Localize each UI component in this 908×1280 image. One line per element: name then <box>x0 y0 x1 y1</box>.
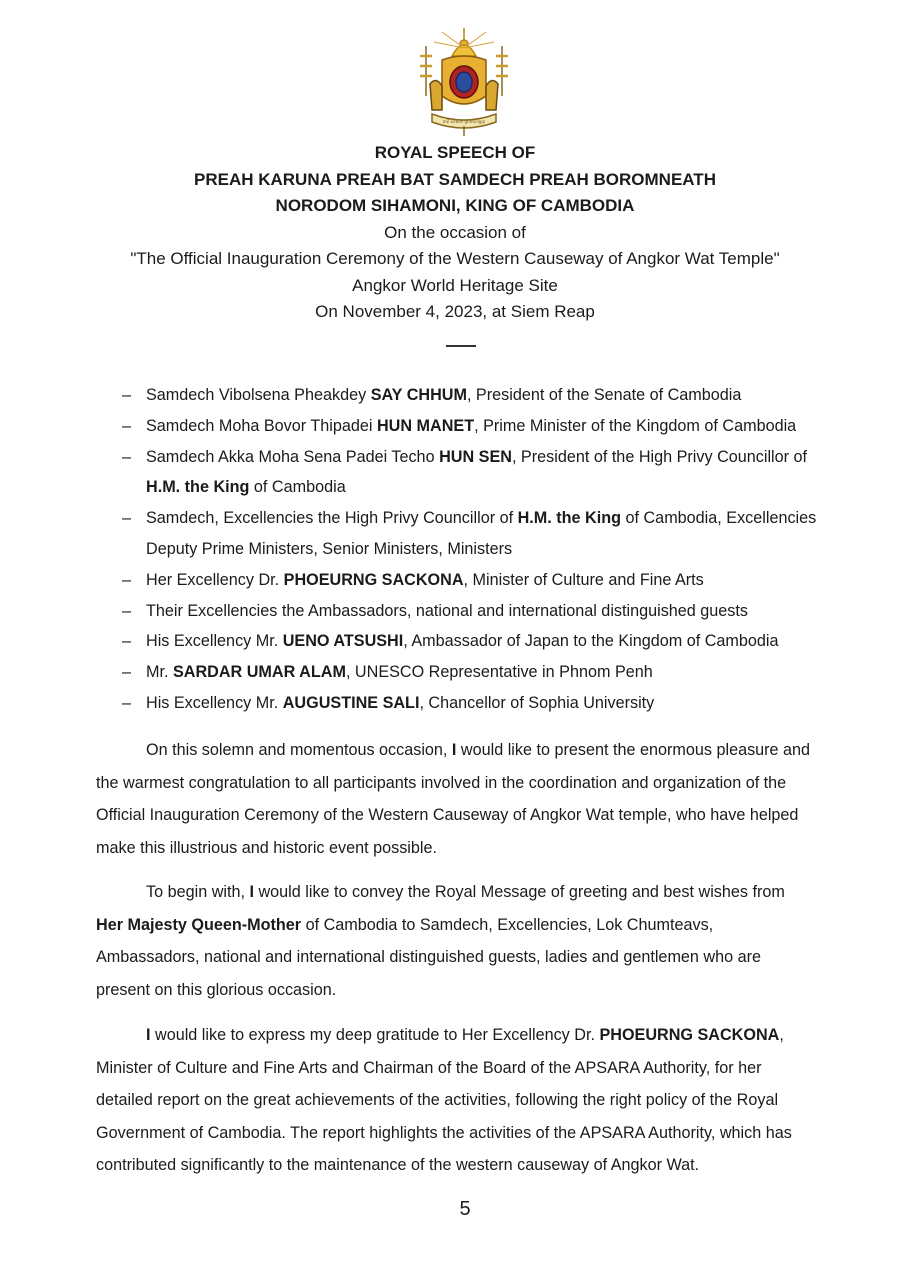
site-line: Angkor World Heritage Site <box>352 275 558 295</box>
attendee-item: – Samdech, Excellencies the High Privy Councillor of H.M. the King of Cambodia, Excellencies Deputy Prime Ministers, Senior Ministers, Ministers <box>122 503 822 565</box>
event-line: "The Official Inauguration Ceremony of the Western Causeway of Angkor Wat Temple" <box>130 249 780 268</box>
royal-coat-of-arms-icon <box>412 26 516 138</box>
paragraph-2: To begin with, I would like to convey the Royal Message of greeting and best wishes from Her Majesty Queen-Mother of Cambodia to Samdech, Excellencies, Lok Chumteavs, Ambassadors, national and international distinguished guests, ladies and gentlemen who are present on this glorious occasion. <box>96 883 785 999</box>
attendee-item: – Samdech Moha Bovor Thipadei HUN MANET, Prime Minister of the Kingdom of Cambodia <box>122 411 822 442</box>
attendee-item: – Their Excellencies the Ambassadors, national and international distinguished guests <box>122 596 822 627</box>
header-divider <box>446 345 476 347</box>
title-line-1: ROYAL SPEECH OF <box>374 143 536 162</box>
page-number: 5 <box>459 1198 471 1220</box>
attendee-item: – Mr. SARDAR UMAR ALAM, UNESCO Representative in Phnom Penh <box>122 657 822 688</box>
attendee-list <box>122 380 822 719</box>
date-line: On November 4, 2023, at Siem Reap <box>315 302 595 321</box>
paragraph-1: On this solemn and momentous occasion, I would like to present the enormous pleasure and the warmest congratulation to all participants involved in the coordination and organization of the Official Inauguration Ceremony of the Western Causeway of Angkor Wat temple, who have helped make this illustrious and historic event possible. <box>96 741 811 857</box>
occasion-line: On the occasion of <box>384 222 526 242</box>
paragraph-3: I would like to express my deep gratitude to Her Excellency Dr. PHOEURNG SACKONA, Minister of Culture and Fine Arts and Chairman of the Board of the APSARA Authority, for her detailed report on the great achievements of the activities, following the right policy of the Royal Government of Cambodia. The report highlights the activities of the APSARA Authority, which has contributed significantly to the maintenance of the western causeway of Angkor Wat. <box>96 1026 792 1175</box>
attendee-item: – His Excellency Mr. AUGUSTINE SALI, Chancellor of Sophia University <box>122 688 822 719</box>
attendee-item: – Samdech Vibolsena Pheakdey SAY CHHUM, President of the Senate of Cambodia <box>122 380 822 411</box>
speech-header <box>60 140 850 326</box>
title-line-3: NORODOM SIHAMONI, KING OF CAMBODIA <box>275 196 635 215</box>
attendee-item: – Her Excellency Dr. PHOEURNG SACKONA, Minister of Culture and Fine Arts <box>122 565 822 596</box>
title-line-2: PREAH KARUNA PREAH BAT SAMDECH PREAH BOROMNEATH <box>194 169 716 189</box>
attendee-item: – Samdech Akka Moha Sena Padei Techo HUN SEN, President of the High Privy Councillor of H.M. the King of Cambodia <box>122 442 822 504</box>
attendee-item: – His Excellency Mr. UENO ATSUSHI, Ambassador of Japan to the Kingdom of Cambodia <box>122 626 822 657</box>
emblem-motto: ជាតិ សាសនា ព្រះមហាក្សត្រ <box>442 119 486 124</box>
